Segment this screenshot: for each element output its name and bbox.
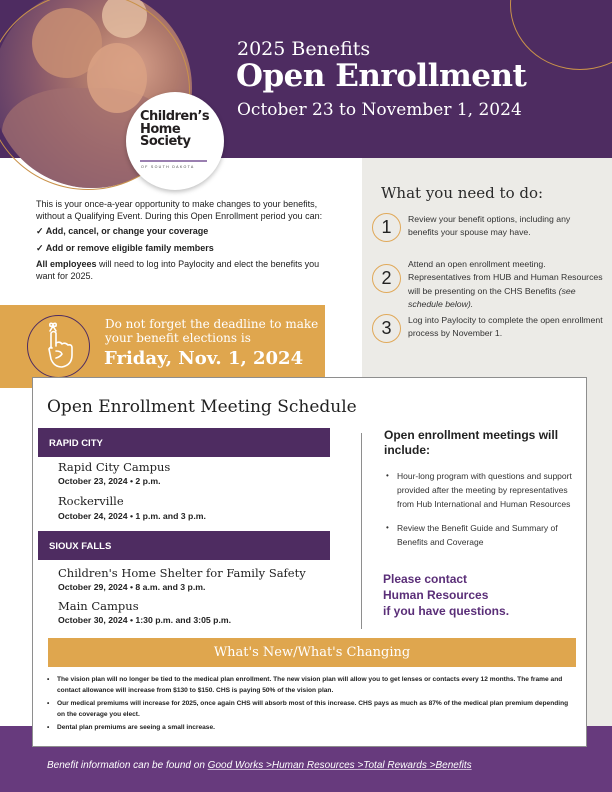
page-title: Open Enrollment bbox=[236, 58, 527, 94]
enrollment-dates: October 23 to November 1, 2024 bbox=[237, 100, 522, 120]
intro-section bbox=[36, 199, 336, 286]
changes-title: What's New/What's Changing bbox=[48, 638, 576, 667]
step-text: Log into Paylocity to complete the open enrollment process by November 1. bbox=[408, 315, 603, 339]
location-name: Main Campus bbox=[58, 599, 139, 613]
deadline-date: Friday, Nov. 1, 2024 bbox=[104, 348, 304, 369]
check-item: ✓ Add, cancel, or change your coverage bbox=[36, 226, 209, 236]
location-date: October 29, 2024 • 8 a.m. and 3 p.m. bbox=[58, 582, 206, 592]
location-date: October 24, 2024 • 1 p.m. and 3 p.m. bbox=[58, 511, 206, 521]
location-name: Children's Home Shelter for Family Safety bbox=[58, 566, 306, 580]
deadline-banner bbox=[0, 305, 325, 388]
intro-closing: All employees will need to log into Paylocity and elect the benefits you want for 2025. bbox=[36, 259, 320, 281]
region-header-sioux-falls: SIOUX FALLS bbox=[38, 531, 330, 560]
contact-hr-note: Please contact Human Resources if you have questions. bbox=[383, 572, 510, 618]
step-number-icon: 1 bbox=[372, 213, 401, 242]
includes-item: • Hour-long program with questions and support provided after the meeting by representatives from Hub International and Human Resources bbox=[384, 469, 579, 511]
logo-rule bbox=[140, 160, 207, 162]
step-text: Review your benefit options, including any benefits your spouse may have. bbox=[408, 214, 571, 238]
change-item: • Dental plan premiums are seeing a small increase. bbox=[47, 723, 577, 734]
schedule-title: Open Enrollment Meeting Schedule bbox=[47, 397, 357, 417]
changes-list bbox=[47, 675, 577, 736]
intro-paragraph: This is your once-a-year opportunity to make changes to your benefits, without a Qualifying Event. During this Open Enrollment period you can: bbox=[36, 199, 323, 221]
includes-item: • Review the Benefit Guide and Summary of Benefits and Coverage bbox=[384, 521, 579, 549]
location-date: October 30, 2024 • 1:30 p.m. and 3:05 p.m. bbox=[58, 615, 231, 625]
includes-title: Open enrollment meetings will include: bbox=[384, 428, 559, 457]
finger-ribbon-reminder-icon bbox=[40, 321, 78, 371]
column-divider bbox=[361, 433, 362, 629]
region-header-rapid-city: RAPID CITY bbox=[38, 428, 330, 457]
deadline-text: Do not forget the deadline to make your benefit elections is bbox=[105, 317, 319, 345]
step-number-icon: 3 bbox=[372, 314, 401, 343]
todo-title: What you need to do: bbox=[381, 184, 544, 202]
header-subtitle: 2025 Benefits bbox=[237, 38, 371, 60]
step-text: Attend an open enrollment meeting. Representatives from HUB and Human Resources will be presenting on the CHS Benefits (see schedule below). bbox=[408, 259, 603, 309]
change-item: • Our medical premiums will increase for 2025, once again CHS will absorb most of this increase. CHS pays as much as 87% of the medical plan premium depending on the coverage you elect. bbox=[47, 699, 577, 720]
logo: Children’s Home Society bbox=[140, 109, 210, 149]
location-name: Rapid City Campus bbox=[58, 460, 171, 474]
logo-subtitle: OF SOUTH DAKOTA bbox=[141, 165, 195, 169]
step-number-icon: 2 bbox=[372, 264, 401, 293]
change-item: • The vision plan will no longer be tied to the medical plan enrollment. The new vision plan will allow you to get lenses or contacts every 12 months. The frame and contact allowance will increase from $130 to $150. CHS is paying 50% of the vision plan. bbox=[47, 675, 577, 696]
check-item: ✓ Add or remove eligible family members bbox=[36, 242, 214, 253]
includes-list bbox=[384, 469, 579, 559]
location-name: Rockerville bbox=[58, 494, 124, 508]
location-date: October 23, 2024 • 2 p.m. bbox=[58, 476, 161, 486]
footer-note: Benefit information can be found on Good Works >Human Resources >Total Rewards >Benefits bbox=[47, 760, 472, 771]
benefits-link[interactable]: Good Works >Human Resources >Total Rewards >Benefits bbox=[207, 760, 472, 771]
